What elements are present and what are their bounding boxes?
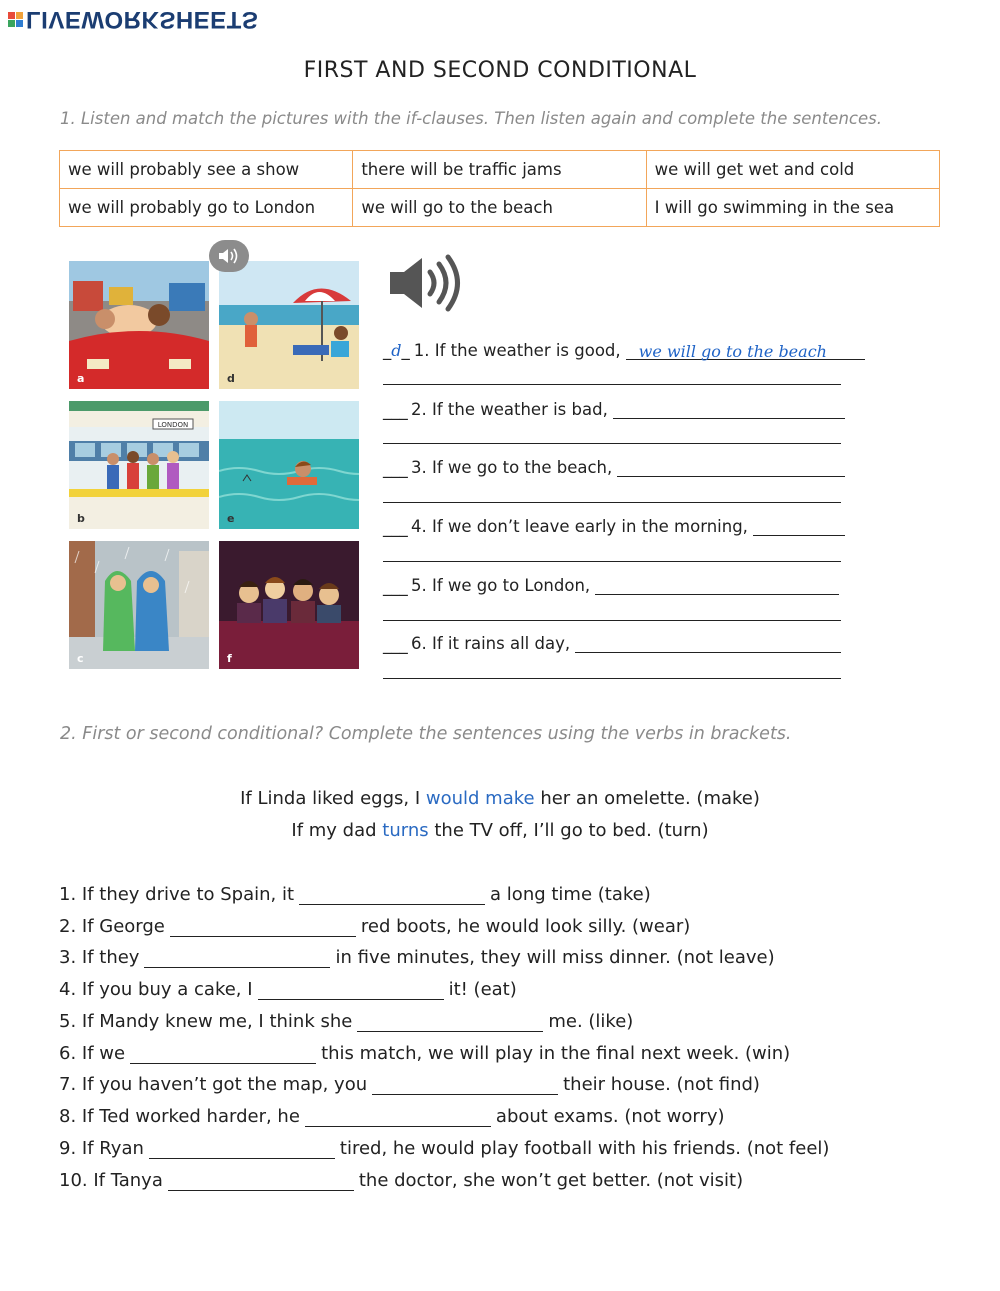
exercise-2-row	[383, 400, 845, 419]
answer-line-continuation[interactable]	[383, 443, 841, 444]
picture-a-traffic-jam	[69, 261, 209, 389]
question-text: 8. If Ted worked harder, he	[59, 1106, 300, 1127]
page-title: FIRST AND SECOND CONDITIONAL	[303, 58, 697, 83]
audio-player-button[interactable]	[386, 252, 462, 314]
swimming-illustration	[219, 401, 359, 529]
exercise-3-row	[383, 458, 845, 477]
answer-input[interactable]	[753, 518, 845, 536]
match-letter-input[interactable]: d	[391, 341, 402, 360]
question-text: this match, we will play in the final next week. (win)	[321, 1043, 791, 1064]
answer-input[interactable]	[575, 635, 841, 653]
letter-prefix: _	[383, 341, 392, 360]
answer-input[interactable]	[299, 886, 485, 905]
theatre-illustration	[219, 541, 359, 669]
picture-f-theatre	[219, 541, 359, 669]
blank-trail	[827, 342, 865, 360]
blank-lead	[626, 342, 639, 360]
question-text: 2. If George	[59, 916, 165, 937]
word-bank-table	[59, 150, 940, 227]
question-text: about exams. (not worry)	[495, 1106, 725, 1127]
question-text: tired, he would play football with his friends. (not feel)	[339, 1138, 830, 1159]
answer-input[interactable]	[305, 1108, 491, 1127]
picture-label: b	[77, 512, 85, 525]
question-text: in five minutes, they will miss dinner. (not leave)	[335, 947, 775, 968]
picture-label: c	[77, 652, 84, 665]
exercise-text: 5. If we go to London,	[411, 576, 591, 595]
answer-line-continuation[interactable]	[383, 620, 841, 621]
example-sentence-2	[0, 820, 1000, 841]
speaker-icon	[216, 246, 242, 266]
answer-line-continuation[interactable]	[383, 502, 841, 503]
answer-input[interactable]	[372, 1076, 558, 1095]
answer-input[interactable]	[595, 577, 839, 595]
table-cell: we will get wet and cold	[646, 151, 939, 189]
picture-grid	[66, 258, 362, 668]
answer-input[interactable]	[613, 401, 845, 419]
table-cell: we will go to the beach	[353, 189, 646, 227]
answer-line-continuation[interactable]	[383, 561, 841, 562]
exercise-6-row	[383, 634, 841, 653]
answer-input[interactable]	[168, 1172, 354, 1191]
station-sign: LONDON	[157, 421, 189, 429]
question-3	[59, 947, 775, 968]
match-letter-input[interactable]: ___	[383, 459, 408, 478]
example-text: If my dad	[291, 820, 377, 841]
question-1	[59, 884, 651, 905]
letter-suffix: _	[401, 341, 410, 360]
answer-line-continuation[interactable]	[383, 678, 841, 679]
question-10	[59, 1170, 743, 1191]
answer-line-continuation[interactable]	[383, 384, 841, 385]
beach-illustration	[219, 261, 359, 389]
question-6	[59, 1043, 790, 1064]
liveworksheets-logo[interactable]	[8, 4, 258, 34]
picture-label: f	[227, 652, 232, 665]
rainy-street-illustration	[69, 541, 209, 669]
question-text: their house. (not find)	[563, 1074, 760, 1095]
question-2	[59, 916, 690, 937]
picture-label: e	[227, 512, 235, 525]
question-text: 7. If you haven’t got the map, you	[59, 1074, 368, 1095]
answer-input[interactable]: we will go to the beach	[638, 342, 827, 361]
section2-instruction: 2. First or second conditional? Complete the sentences using the verbs in brackets.	[60, 724, 792, 744]
table-row	[60, 189, 940, 227]
question-text: red boots, he would look silly. (wear)	[360, 916, 691, 937]
example-text: her an omelette. (make)	[540, 788, 760, 809]
exercise-5-row	[383, 576, 839, 595]
question-text: 5. If Mandy knew me, I think she	[59, 1011, 353, 1032]
answer-input[interactable]	[258, 981, 444, 1000]
answer-input[interactable]	[130, 1045, 316, 1064]
exercise-text: 3. If we go to the beach,	[411, 458, 613, 477]
question-5	[59, 1011, 633, 1032]
question-text: 9. If Ryan	[59, 1138, 144, 1159]
picture-label: a	[77, 372, 85, 385]
match-letter-input[interactable]: ___	[383, 635, 408, 654]
example-answer: would make	[425, 788, 535, 809]
volume-icon	[386, 252, 462, 314]
question-text: the doctor, she won’t get better. (not visit)	[358, 1170, 744, 1191]
match-letter-input[interactable]: ___	[383, 401, 408, 420]
table-cell: there will be traffic jams	[353, 151, 646, 189]
exercise-text: 4. If we don’t leave early in the morning,	[411, 517, 748, 536]
question-4	[59, 979, 517, 1000]
match-letter-input[interactable]: ___	[383, 518, 408, 537]
exercise-text: 2. If the weather is bad,	[411, 400, 608, 419]
exercise-text: 1. If the weather is good,	[413, 341, 621, 360]
answer-input[interactable]	[170, 918, 356, 937]
example-sentence-1	[0, 788, 1000, 809]
exercise-4-row	[383, 517, 845, 536]
question-text: me. (like)	[548, 1011, 634, 1032]
answer-input[interactable]	[357, 1013, 543, 1032]
question-9	[59, 1138, 829, 1159]
question-text: 3. If they	[59, 947, 140, 968]
table-cell: we will probably go to London	[60, 189, 353, 227]
answer-input[interactable]	[149, 1140, 335, 1159]
answer-input[interactable]	[144, 949, 330, 968]
table-cell: we will probably see a show	[60, 151, 353, 189]
match-letter-input[interactable]: ___	[383, 577, 408, 596]
train-station-illustration	[69, 401, 209, 529]
picture-label: d	[227, 372, 235, 385]
exercise-1-row	[383, 341, 865, 360]
picture-e-swimming	[219, 401, 359, 529]
picture-d-beach	[219, 261, 359, 389]
table-cell: I will go swimming in the sea	[646, 189, 939, 227]
question-text: a long time (take)	[490, 884, 651, 905]
question-text: 10. If Tanya	[59, 1170, 163, 1191]
question-7	[59, 1074, 760, 1095]
exercise-text: 6. If it rains all day,	[411, 634, 571, 653]
answer-input[interactable]	[617, 459, 845, 477]
play-audio-button[interactable]	[209, 240, 249, 272]
table-row	[60, 151, 940, 189]
example-text: If Linda liked eggs, I	[240, 788, 421, 809]
logo-text: LIVEWORKSHEETS	[26, 6, 259, 33]
question-text: 6. If we	[59, 1043, 126, 1064]
question-8	[59, 1106, 725, 1127]
picture-c-rainy-street	[69, 541, 209, 669]
logo-cubes-icon	[8, 12, 23, 27]
section1-instruction: 1. Listen and match the pictures with the if-clauses. Then listen again and complete the sentences.	[60, 109, 882, 128]
example-answer: turns	[382, 820, 429, 841]
question-text: 4. If you buy a cake, I	[59, 979, 253, 1000]
picture-b-train-station	[69, 401, 209, 529]
example-text: the TV off, I’ll go to bed. (turn)	[434, 820, 709, 841]
question-text: 1. If they drive to Spain, it	[59, 884, 295, 905]
traffic-jam-illustration	[69, 261, 209, 389]
question-text: it! (eat)	[448, 979, 517, 1000]
